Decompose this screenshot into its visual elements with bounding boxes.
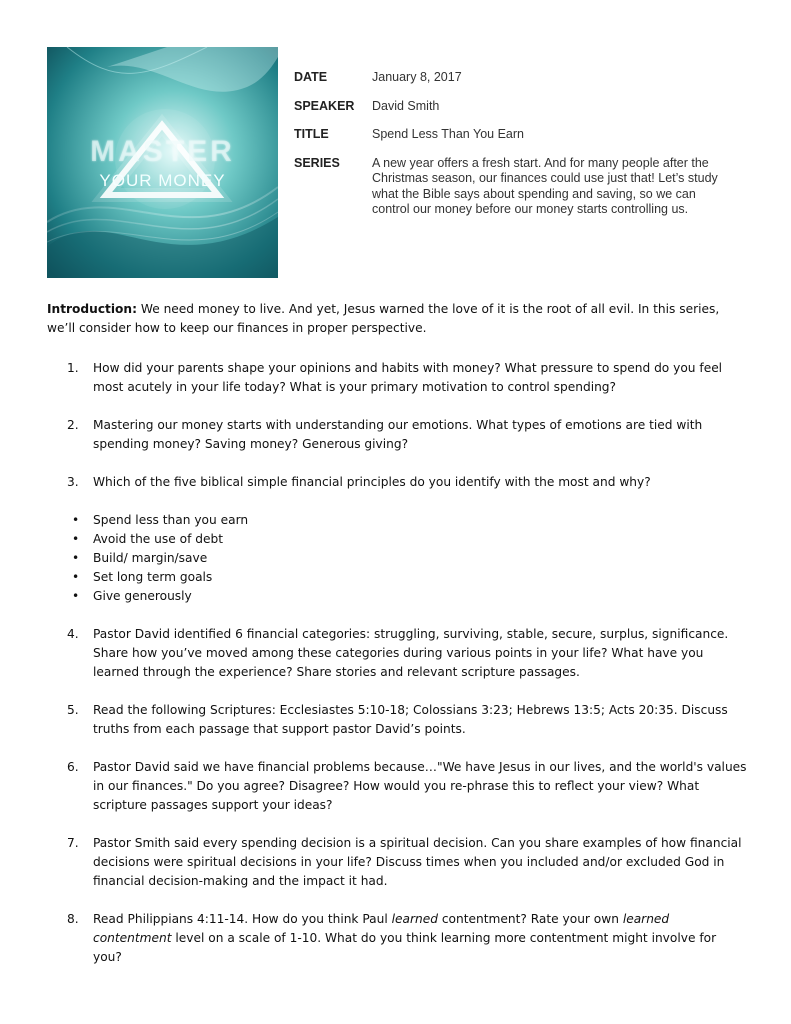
question-number: 1. <box>67 361 79 375</box>
introduction-label: Introduction: <box>47 302 137 316</box>
discussion-guide <box>47 300 747 986</box>
question-number: 7. <box>67 836 79 850</box>
bullet-icon: • <box>72 589 80 603</box>
emphasis-learned-contentment: learned contentment <box>93 912 670 945</box>
info-row-series <box>294 156 734 218</box>
info-value-title: Spend Less Than You Earn <box>372 127 524 141</box>
principles-bullet-list <box>47 511 747 606</box>
question-text: Mastering our money starts with understanding our emotions. What types of emotions are tied with spending money? Saving money? Generous giving? <box>93 418 703 451</box>
bullet-text: Spend less than you earn <box>93 513 249 527</box>
question-list-second <box>47 625 747 967</box>
info-label-speaker: SPEAKER <box>294 98 355 113</box>
bullet-icon: • <box>72 551 80 565</box>
question-item <box>47 910 747 967</box>
emphasis-learned: learned <box>391 912 438 926</box>
bullet-text: Set long term goals <box>93 570 213 584</box>
introduction-paragraph <box>47 300 747 338</box>
info-label-date: DATE <box>294 70 328 84</box>
question-number: 4. <box>67 627 79 641</box>
question-text: Pastor David identified 6 financial categories: struggling, surviving, stable, secure, surplus, significance. Share how you’ve moved among these categories during various points in your life? What have you learned through the experience? Share stories and relevant scripture passages. <box>93 627 729 679</box>
bullet-text: Give generously <box>93 589 192 603</box>
cover-title-master: MASTER <box>90 135 235 168</box>
question-item <box>47 701 747 739</box>
sermon-info-table <box>294 70 734 231</box>
question-text: How did your parents shape your opinions and habits with money? What pressure to spend do you feel most acutely in your life today? What is your primary motivation to control spending? <box>93 361 723 394</box>
bullet-item <box>47 549 747 568</box>
introduction-text: We need money to live. And yet, Jesus warned the love of it is the root of all evil. In this series, we’ll consider how to keep our finances in proper perspective. <box>47 302 720 335</box>
bullet-text: Avoid the use of debt <box>93 532 223 546</box>
question-text: Which of the five biblical simple financial principles do you identify with the most and why? <box>93 475 651 489</box>
info-row-speaker <box>294 99 734 115</box>
bullet-item <box>47 511 747 530</box>
bullet-icon: • <box>72 570 80 584</box>
bullet-item <box>47 568 747 587</box>
question-item <box>47 473 747 492</box>
info-row-date <box>294 70 734 86</box>
bullet-item <box>47 587 747 606</box>
info-value-series: A new year offers a fresh start. And for many people after the Christmas season, our finances could use just that! Let’s study what the Bible says about spending and saving, so we can control our money before our money starts controlling us. <box>372 155 718 216</box>
question-text: Read the following Scriptures: Ecclesiastes 5:10-18; Colossians 3:23; Hebrews 13:5; Acts 20:35. Discuss truths from each passage that support pastor David’s points. <box>93 703 728 736</box>
info-label-series: SERIES <box>294 155 340 170</box>
question-number: 8. <box>67 912 79 926</box>
question-number: 5. <box>67 703 79 717</box>
question-number: 2. <box>67 418 79 432</box>
series-cover-art <box>47 47 278 278</box>
question-item <box>47 625 747 682</box>
question-item <box>47 758 747 815</box>
question-list-first <box>47 359 747 492</box>
question-item <box>47 416 747 454</box>
info-value-date: January 8, 2017 <box>372 70 462 84</box>
question-text: Pastor Smith said every spending decision is a spiritual decision. Can you share examples of how financial decisions were spiritual decisions in your life? Discuss times when you included and/or excluded God in financial decision-making and the impact it had. <box>93 836 742 888</box>
question-text: Pastor David said we have financial problems because…"We have Jesus in our lives, and the world's values in our finances." Do you agree? Disagree? How would you re-phrase this to reflect your view? What scripture passages support your ideas? <box>93 760 747 812</box>
question-text: Read Philippians 4:11-14. How do you think Paul learned contentment? Rate your own learned contentment level on a scale of 1-10. What do you think learning more contentment might involve for you? <box>93 912 717 964</box>
bullet-icon: • <box>72 532 80 546</box>
bullet-item <box>47 530 747 549</box>
cover-title-your-money: YOUR MONEY <box>99 171 226 190</box>
question-number: 3. <box>67 475 79 489</box>
question-number: 6. <box>67 760 79 774</box>
info-value-speaker: David Smith <box>372 98 440 113</box>
question-item <box>47 359 747 397</box>
question-item <box>47 834 747 891</box>
bullet-icon: • <box>72 513 80 527</box>
info-label-title: TITLE <box>294 127 329 141</box>
info-row-title <box>294 127 734 143</box>
bullet-text: Build/ margin/save <box>93 551 208 565</box>
